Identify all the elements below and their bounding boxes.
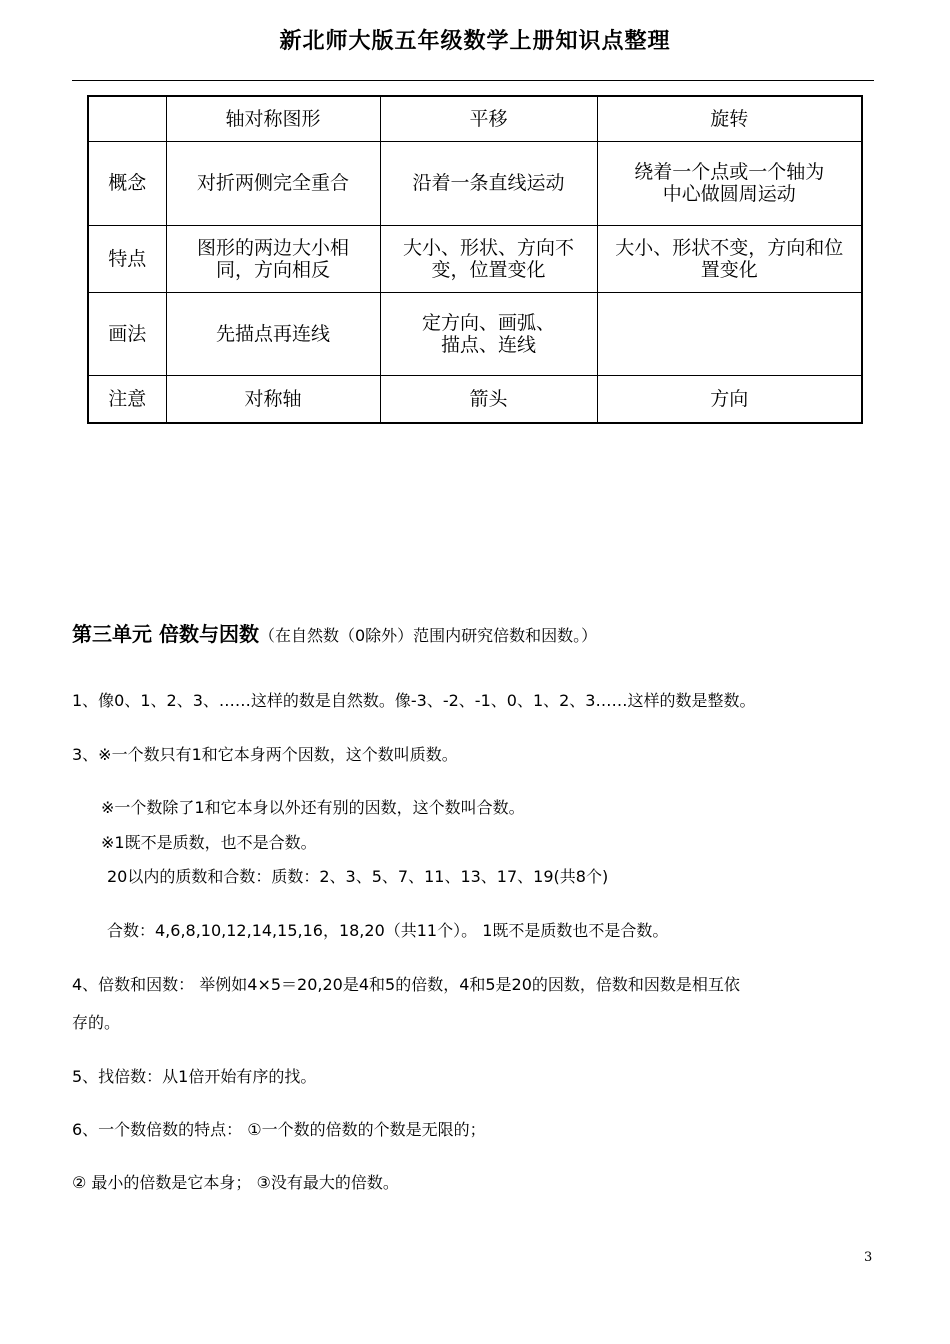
row-header: 特点: [88, 225, 166, 292]
header-divider: [72, 80, 874, 81]
table-cell: 箭头: [380, 375, 597, 423]
table-corner-cell: [88, 96, 166, 141]
transformation-table: [87, 95, 863, 424]
note-line: ② 最小的倍数是它本身； ③没有最大的倍数。: [72, 1173, 399, 1192]
note-line: 1、像0、1、2、3、……这样的数是自然数。像-3、-2、-1、0、1、2、3……这样的数是整数。: [72, 691, 756, 710]
column-header: 旋转: [597, 96, 862, 141]
table-row: [88, 292, 862, 375]
table-row: [88, 225, 862, 292]
row-header: 注意: [88, 375, 166, 423]
table-cell: 先描点再连线: [166, 292, 380, 375]
table-row: [88, 141, 862, 225]
note-line: 合数：4,6,8,10,12,14,15,16，18,20（共11个）。 1既不是质数也不是合数。: [107, 921, 669, 940]
page-title: 新北师大版五年级数学上册知识点整理: [279, 28, 671, 54]
unit-subtitle: （在自然数（0除外）范围内研究倍数和因数。）: [258, 626, 598, 645]
table-cell: 绕着一个点或一个轴为中心做圆周运动: [597, 141, 862, 225]
row-header: 画法: [88, 292, 166, 375]
column-header: 轴对称图形: [166, 96, 380, 141]
note-line: 20以内的质数和合数：质数：2、3、5、7、11、13、17、19(共8个): [107, 867, 609, 886]
note-line: ※一个数除了1和它本身以外还有别的因数，这个数叫合数。: [101, 798, 525, 817]
table-cell: 图形的两边大小相同，方向相反: [166, 225, 380, 292]
table-cell: [597, 292, 862, 375]
note-line: 3、※一个数只有1和它本身两个因数，这个数叫质数。: [72, 745, 458, 764]
page-number: 3: [864, 1250, 873, 1265]
table-cell: 方向: [597, 375, 862, 423]
unit-title: 第三单元 倍数与因数: [72, 622, 259, 646]
unit-heading: [72, 618, 597, 647]
row-header: 概念: [88, 141, 166, 225]
table-header-row: [88, 96, 862, 141]
table-cell: 对折两侧完全重合: [166, 141, 380, 225]
note-line: 存的。: [72, 1013, 121, 1032]
table-cell: 大小、形状、方向不变，位置变化: [380, 225, 597, 292]
column-header: 平移: [380, 96, 597, 141]
table-row: [88, 375, 862, 423]
note-line: 4、倍数和因数： 举例如4×5＝20,20是4和5的倍数，4和5是20的因数，倍数和因数是相互依: [72, 975, 740, 994]
table-cell: 大小、形状不变，方向和位置变化: [597, 225, 862, 292]
table-cell: 沿着一条直线运动: [380, 141, 597, 225]
note-line: 5、找倍数：从1倍开始有序的找。: [72, 1067, 317, 1086]
note-line: 6、一个数倍数的特点： ①一个数的倍数的个数是无限的；: [72, 1120, 486, 1139]
table-cell: 定方向、画弧、描点、连线: [380, 292, 597, 375]
note-line: ※1既不是质数，也不是合数。: [101, 833, 317, 852]
table-cell: 对称轴: [166, 375, 380, 423]
